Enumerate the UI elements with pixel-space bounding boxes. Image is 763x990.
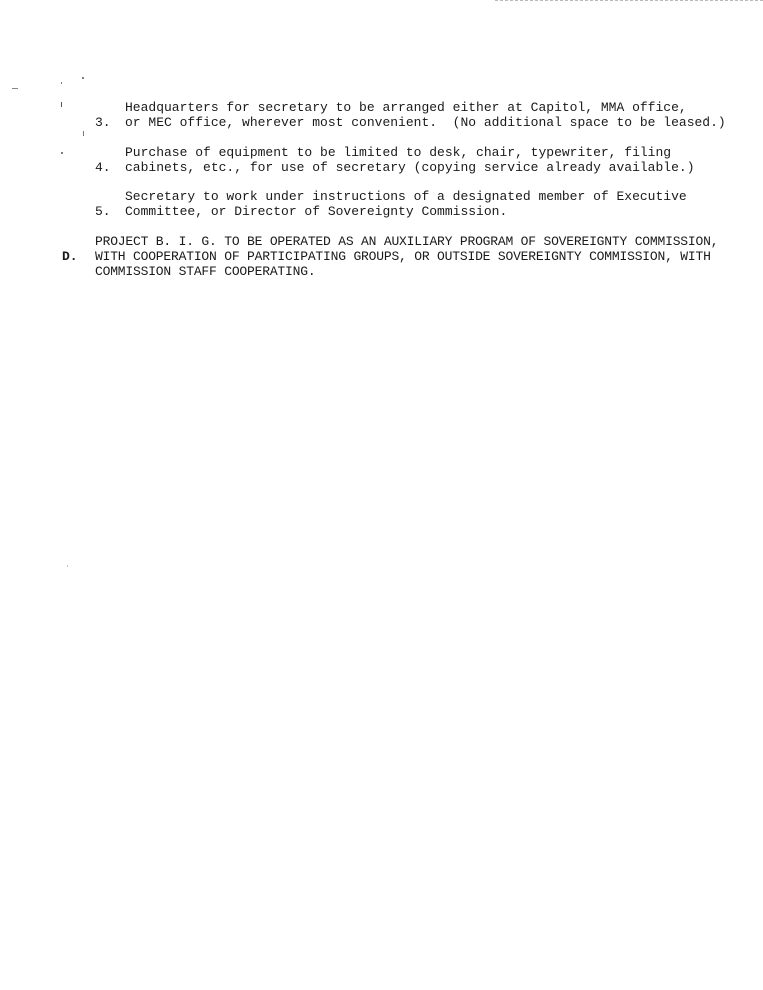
scan-speck bbox=[82, 77, 84, 79]
item-number: 3. bbox=[95, 115, 111, 130]
item-text-line: Committee, or Director of Sovereignty Commission. bbox=[125, 204, 508, 219]
scan-speck bbox=[67, 565, 68, 567]
scan-speck bbox=[83, 131, 84, 136]
item-text-line: or MEC office, wherever most convenient. (No additional space to be leased.) bbox=[125, 115, 726, 130]
top-edge-dash bbox=[495, 0, 763, 1]
item-text-line: Headquarters for secretary to be arranged either at Capitol, MMA office, bbox=[125, 100, 687, 115]
scan-speck bbox=[12, 88, 18, 89]
scan-speck bbox=[61, 82, 62, 84]
scan-speck bbox=[61, 152, 63, 154]
section-d bbox=[62, 234, 719, 324]
section-text-line: COMMISSION STAFF COOPERATING. bbox=[95, 264, 316, 279]
section-letter: D. bbox=[62, 249, 78, 264]
item-text-line: Purchase of equipment to be limited to desk, chair, typewriter, filing bbox=[125, 145, 672, 160]
section-text-line: WITH COOPERATION OF PARTICIPATING GROUPS, OR OUTSIDE SOVEREIGNTY COMMISSION, WITH bbox=[95, 249, 711, 264]
item-number: 4. bbox=[95, 160, 111, 175]
item-text-line: Secretary to work under instructions of a designated member of Executive bbox=[125, 189, 687, 204]
scan-speck bbox=[61, 102, 62, 107]
item-text-line: cabinets, etc., for use of secretary (copying service already available.) bbox=[125, 160, 695, 175]
item-number: 5. bbox=[95, 204, 111, 219]
section-text-line: PROJECT B. I. G. TO BE OPERATED AS AN AUXILIARY PROGRAM OF SOVEREIGNTY COMMISSION, bbox=[95, 234, 719, 249]
